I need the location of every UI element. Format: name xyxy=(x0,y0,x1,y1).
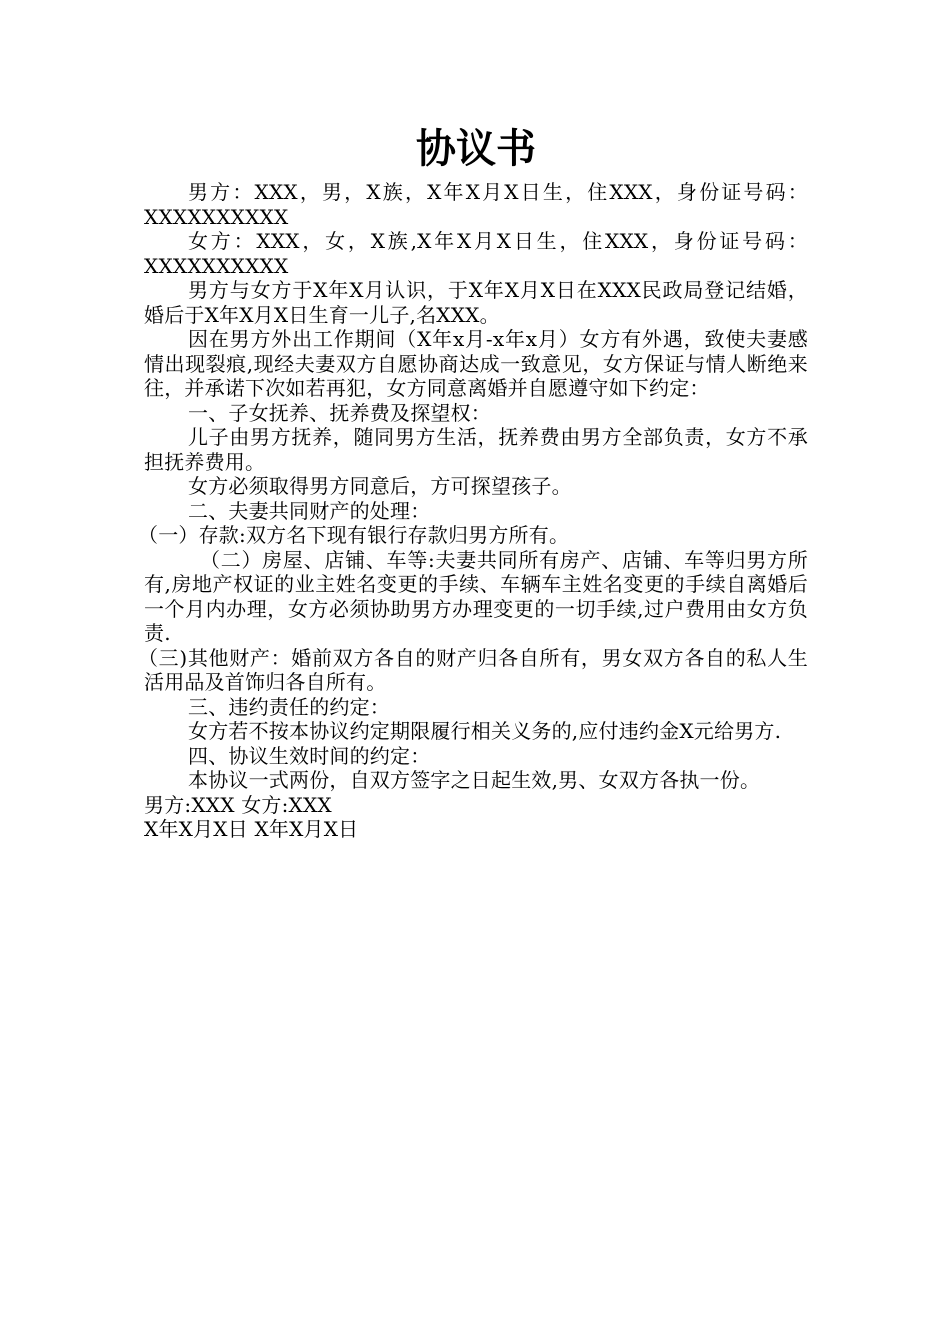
section-heading-child-custody: 一、子女抚养、抚养费及探望权： xyxy=(188,400,491,425)
paragraph-property-other: （三)其他财产：婚前双方各自的财产归各自所有，男女双方各自的私人生活用品及首饰归各自所有。 xyxy=(138,645,808,694)
section-heading-property: 二、夫妻共同财产的处理： xyxy=(188,498,431,523)
paragraph-marriage-background: 男方与女方于X年X月认识，于X年X月X日在XXX民政局登记结婚，婚后于X年X月X日生育一儿子,名XXX。 xyxy=(144,278,808,327)
date-line: X年X月X日 X年X月X日 xyxy=(144,817,359,841)
paragraph-husband-info: 男方：XXX，男，X族，X年X月X日生，住XXX，身份证号码：XXXXXXXXXX xyxy=(144,180,808,229)
section-heading-breach: 三、违约责任的约定： xyxy=(188,694,390,719)
section-heading-effective-date: 四、协议生效时间的约定： xyxy=(188,743,431,768)
paragraph-reason: 因在男方外出工作期间（X年x月-x年x月）女方有外遇，致使夫妻感情出现裂痕,现经夫妻双方自愿协商达成一致意见，女方保证与情人断绝来往，并承诺下次如若再犯，女方同意离婚并自愿遵守如下约定： xyxy=(144,327,808,400)
signature-line: 男方:XXX 女方:XXX xyxy=(144,792,332,817)
paragraph-wife-info: 女方：XXX，女，X族,X年X月X日生，住XXX，身份证号码：XXXXXXXXXX xyxy=(144,229,808,278)
document-title: 协议书 xyxy=(416,125,536,172)
paragraph-breach: 女方若不按本协议约定期限履行相关义务的,应付违约金X元给男方. xyxy=(188,719,782,743)
paragraph-child-custody: 儿子由男方抚养，随同男方生活，抚养费由男方全部负责，女方不承担抚养费用。 xyxy=(144,425,808,474)
paragraph-visitation: 女方必须取得男方同意后，方可探望孩子。 xyxy=(188,474,572,498)
paragraph-effective-date: 本协议一式两份，自双方签字之日起生效,男、女双方各执一份。 xyxy=(188,768,761,792)
paragraph-property-deposits: （一）存款:双方名下现有银行存款归男方所有。 xyxy=(138,523,570,547)
document-page xyxy=(138,118,808,842)
paragraph-property-real-estate: （二）房屋、店铺、车等:夫妻共同所有房产、店铺、车等归男方所有,房地产权证的业主姓名变更的手续、车辆车主姓名变更的手续自离婚后一个月内办理，女方必须协助男方办理变更的一切手续,过户费用由女方负责. xyxy=(144,547,808,645)
